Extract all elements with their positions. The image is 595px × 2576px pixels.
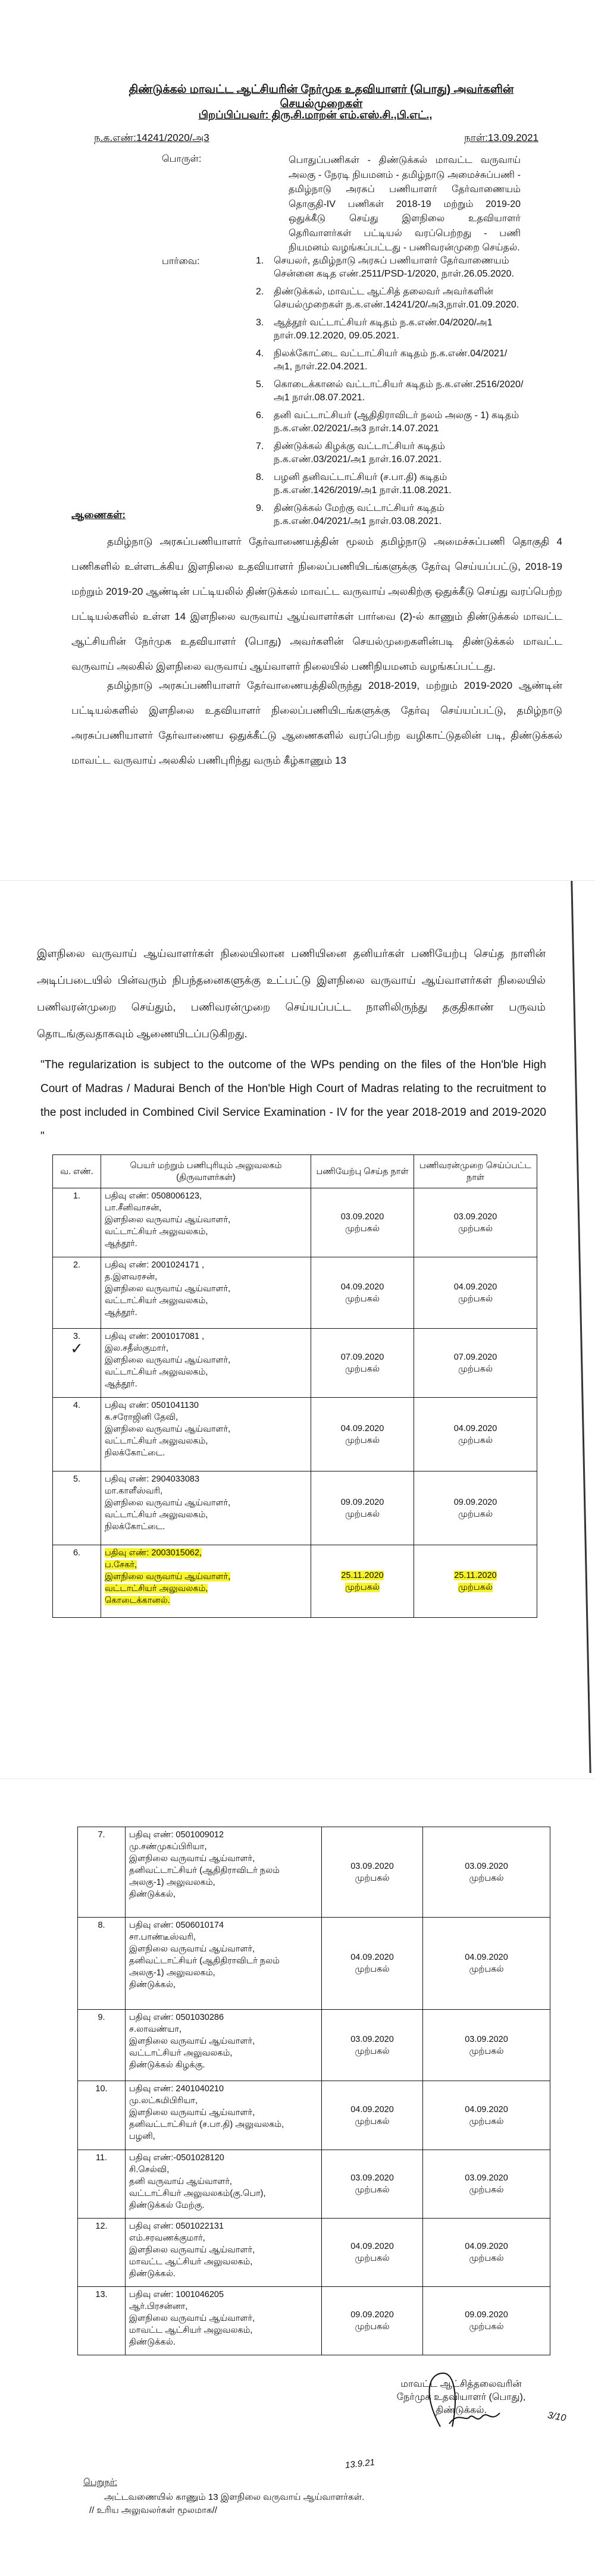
row-detail-line: பதிவு எண்: 2904033083 — [105, 1474, 200, 1484]
serial-cell — [53, 1398, 101, 1471]
reference-text: திண்டுக்கல் மேற்கு வட்டாட்சியர் கடிதம் ந.க.எண்.04/2021/அ1 நாள்.03.08.2021. — [274, 503, 444, 526]
serial-number: 2. — [73, 1260, 81, 1270]
recipients-heading: பெறுநர்: — [83, 2477, 118, 2487]
row-detail-line: நிலக்கோட்டை. — [105, 1448, 165, 1458]
row-detail-line: வட்டாட்சியர் அலுவலகம்(கு.பொ), — [129, 2189, 266, 2198]
joined-date: 04.09.2020 — [350, 2104, 394, 2114]
joined-date: 09.09.2020 — [350, 2310, 394, 2320]
row-detail-line: இளநிலை வருவாய் ஆய்வாளர், — [105, 1215, 231, 1225]
col-header-regularized-date: பணிவரன்முறை செய்ப்பட்ட நாள் — [414, 1155, 537, 1188]
regularized-cell — [423, 1827, 550, 1918]
regularized-date: 04.09.2020 — [453, 1282, 497, 1292]
signatory-line-2: நேர்முக உதவியாளர் (பொது), — [396, 2392, 526, 2402]
table-row — [78, 1827, 550, 1918]
serial-number: 8. — [98, 1921, 105, 1930]
regularized-cell — [423, 2010, 550, 2081]
table-row — [53, 1398, 537, 1471]
row-detail-line: வட்டாட்சியர் அலுவலகம், — [129, 2048, 233, 2058]
reference-text: தனி வட்டாட்சியர் (ஆதிதிராவிடர் நலம் அலகு - 1) கடிதம் ந.க.எண்.02/2021/அ3 நாள்.14.07.2021 — [274, 410, 519, 434]
reference-number-label: 7. — [256, 441, 264, 451]
joined-date: 07.09.2020 — [340, 1352, 384, 1362]
row-detail-line: இளநிலை வருவாய் ஆய்வாளர், — [129, 2314, 255, 2323]
session-label: முற்பகல் — [469, 2046, 504, 2056]
serial-cell — [78, 1827, 126, 1918]
name-office-cell — [101, 1329, 311, 1398]
references-label: பார்வை: — [162, 256, 200, 266]
row-detail-line: ச.லாவண்யா, — [129, 2025, 182, 2034]
regularized-cell — [423, 2219, 550, 2287]
handwritten-initials-date: 13.9.21 — [345, 2457, 375, 2471]
row-detail-line: ஆத்தூர். — [105, 1379, 137, 1389]
table-row — [78, 2010, 550, 2081]
joined-date: 25.11.2020 — [341, 1570, 384, 1580]
session-label: முற்பகல் — [345, 1223, 380, 1234]
serial-cell — [78, 2150, 126, 2219]
regularized-cell — [414, 1545, 537, 1618]
joined-date: 04.09.2020 — [340, 1282, 384, 1292]
name-office-cell — [101, 1545, 311, 1618]
session-label: முற்பகல் — [355, 2185, 390, 2195]
serial-number: 1. — [73, 1191, 81, 1201]
scan-edge — [571, 881, 591, 1773]
regularized-date: 03.09.2020 — [453, 1212, 497, 1222]
table-header-row — [53, 1155, 537, 1188]
joined-cell — [322, 2010, 423, 2081]
reference-item — [256, 347, 524, 374]
joined-cell — [311, 1257, 414, 1329]
orders-heading: ஆணைகள்: — [71, 509, 126, 520]
reference-number-label: 2. — [256, 287, 264, 297]
regularized-cell — [423, 2287, 550, 2355]
regularization-table-part-2 — [77, 1827, 550, 2355]
name-office-cell — [126, 2287, 322, 2355]
page-1 — [0, 0, 595, 880]
session-label: முற்பகல் — [469, 1965, 504, 1974]
row-detail-line: தனிவட்டாட்சியர் (ச.பா.தி) அலுவலகம், — [129, 2120, 284, 2129]
session-label: முற்பகல் — [355, 2254, 390, 2263]
row-detail-line: பதிவு எண்: 1001046205 — [129, 2290, 224, 2299]
regularized-cell — [423, 1918, 550, 2010]
reference-number: ந.க.எண்:14241/2020/அ3 — [94, 132, 209, 143]
orders-paragraph-2: தமிழ்நாடு அரசுப்பணியாளர் தேர்வாணையத்திலிருந்து 2018-2019, மற்றும் 2019-2020 ஆண்டின் பட்டியல்களில் இளநிலை உதவியாளர் நிலைப்பணியிடங்களுக்கு தேர்வு செய்யப்பட்டு, தமிழ்நாடு அரசுப்பணியாளர் தேர்வாணைய ஒதுக்கீட்டு ஆணைகளில் வரப்பெற்ற வழிகாட்டுதலின் படி, திண்டுக்கல் மாவட்ட வருவாய் அலகில் பணிபுரிந்து வரும் கீழ்காணும் 13 — [71, 680, 562, 766]
serial-number: 3. — [73, 1332, 81, 1341]
joined-date: 04.09.2020 — [350, 2242, 394, 2251]
joined-date: 09.09.2020 — [340, 1497, 384, 1507]
row-detail-line: ஆத்தூர். — [105, 1308, 137, 1317]
regularized-date: 03.09.2020 — [465, 2173, 508, 2183]
row-detail-line: மா.காளீஸ்வரி, — [105, 1486, 163, 1496]
row-detail-line: பா.சீனிவாசன், — [105, 1203, 162, 1213]
page-3 — [0, 1778, 595, 2576]
row-detail-line: பதிவு எண்: 2001017081 , — [105, 1332, 205, 1341]
name-office-cell — [101, 1398, 311, 1471]
row-detail-line: இளநிலை வருவாய் ஆய்வாளர், — [105, 1572, 231, 1582]
session-label: முற்பகல் — [458, 1294, 493, 1304]
reference-text: திண்டுக்கல் கிழக்கு வட்டாட்சியர் கடிதம் ந.க.எண்.03/2021/அ1 நாள்.16.07.2021. — [274, 441, 445, 465]
session-label: முற்பகல் — [355, 2116, 390, 2126]
row-detail-line: ஆர்.பிரசன்னா, — [129, 2302, 188, 2311]
regularized-date: 04.09.2020 — [465, 2242, 508, 2251]
row-detail-line: வட்டாட்சியர் அலுவலகம், — [105, 1436, 208, 1446]
name-office-cell — [126, 2150, 322, 2219]
row-detail-line: இளநிலை வருவாய் ஆய்வாளர், — [129, 2108, 255, 2117]
session-label: முற்பகல் — [345, 1509, 380, 1519]
session-label: முற்பகல் — [469, 2254, 504, 2263]
session-label: முற்பகல் — [458, 1223, 493, 1234]
signatory-block — [363, 2378, 559, 2417]
row-detail-line: பதிவு எண்:-0501028120 — [129, 2153, 224, 2163]
regularized-cell — [414, 1329, 537, 1398]
regularized-cell — [414, 1188, 537, 1257]
row-detail-line: வட்டாட்சியர் அலுவலகம், — [105, 1227, 208, 1237]
row-detail-line: திண்டுக்கல், — [129, 1980, 176, 1990]
row-detail-line: பழனி, — [129, 2132, 155, 2141]
regularized-cell — [423, 2150, 550, 2219]
row-detail-line: இளநிலை வருவாய் ஆய்வாளர், — [129, 1854, 255, 1863]
orders-paragraph-3: இளநிலை வருவாய் ஆய்வாளர்கள் நிலையிலான பணியினை தனியர்கள் பணியேற்பு செய்த நாளின் அடிப்படையில் பின்வரும் நிபந்தனைகளுக்கு உட்பட்டு இளநிலை வருவாய் ஆய்வாளர்கள் நிலையில் பணிவரன்முறை செய்தும், பணிவரன்முறை செய்யப்பட்ட நாளிலிருந்து தகுதிகாண் பருவம் தொடங்குவதாகவும் ஆணையிடப்படுகிறது. — [37, 947, 546, 1040]
row-detail-line: திண்டுக்கல், — [129, 1890, 176, 1899]
reference-number-label: 3. — [256, 318, 264, 328]
name-office-cell — [126, 2081, 322, 2150]
row-detail-line: கொடைக்கானல். — [105, 1596, 170, 1605]
joined-cell — [322, 2150, 423, 2219]
reference-text: நிலக்கோட்டை வட்டாட்சியர் கடிதம் ந.க.எண்.04/2021/அ1, நாள்.22.04.2021. — [274, 349, 508, 372]
reference-number-label: 4. — [256, 349, 264, 359]
table-row — [53, 1188, 537, 1257]
regularized-cell — [423, 2081, 550, 2150]
row-detail-line: மு.லட்சுமிபிரியா, — [129, 2096, 198, 2106]
orders-paragraph-1: தமிழ்நாடு அரசுப்பணியாளர் தேர்வாணையத்தின் மூலம் தமிழ்நாடு அமைச்சுப்பணி தொகுதி 4 பணிகளில் உள்ளடக்கிய இளநிலை உதவியாளர் நிலைப்பணியிடங்களுக்கு தேர்வு செய்யப்பட்டு, 2018-19 மற்றும் 2019-20 ஆண்டின் பட்டியலில் திண்டுக்கல் மாவட்ட வருவாய் அலகிற்கு ஒதுக்கீடு செய்து வரப்பெற்ற பட்டியல்களில் உள்ள 14 இளநிலை வருவாய் ஆய்வாளர்கள் பார்வை (2)-ல் காணும் திண்டுக்கல் மாவட்ட ஆட்சியரின் நேர்முக உதவியாளர் (பொது) அவர்களின் செயல்முறைகளின்படி திண்டுக்கல் மாவட்ட வருவாய் அலகில் இளநிலை வருவாய் ஆய்வாளர் நிலையில் பணிநியமனம் வழங்கப்பட்டது. — [71, 536, 562, 672]
serial-cell — [53, 1329, 101, 1398]
row-detail-line: திண்டுக்கல். — [129, 2269, 176, 2279]
reference-item — [256, 409, 524, 435]
serial-number: 7. — [98, 1830, 105, 1840]
serial-number: 11. — [95, 2153, 108, 2163]
session-label: முற்பகல் — [355, 1965, 390, 1974]
document-date: நாள்:13.09.2021 — [464, 132, 538, 143]
session-label: முற்பகல் — [458, 1435, 493, 1445]
col-header-serial: வ. எண். — [53, 1155, 101, 1188]
row-detail-line: சி.செல்வி, — [129, 2165, 170, 2175]
table-row — [53, 1545, 537, 1618]
recipients-line-2: // உரிய அலுவலர்கள் மூலமாக// — [89, 2505, 217, 2515]
reference-number-label: 1. — [256, 256, 264, 266]
signatory-line-3: திண்டுக்கல். — [436, 2405, 487, 2415]
row-detail-line: இளநிலை வருவாய் ஆய்வாளர், — [105, 1498, 231, 1508]
reference-text: கொடைக்கானல் வட்டாட்சியர் கடிதம் ந.க.எண்.2516/2020/அ1 நாள்.08.07.2021. — [274, 379, 524, 403]
regularized-date: 25.11.2020 — [454, 1570, 497, 1580]
reference-item — [256, 440, 524, 466]
reference-text: ஆத்தூர் வட்டாட்சியர் கடிதம் ந.க.எண்.04/2020/அ1 நாள்.09.12.2020, 09.05.2021. — [274, 318, 493, 341]
subject-label: பொருள்: — [162, 154, 202, 164]
regularized-date: 04.09.2020 — [465, 1953, 508, 1962]
row-detail-line: திண்டுக்கல் மேற்கு. — [129, 2201, 205, 2210]
session-label: முற்பகல் — [355, 2046, 390, 2056]
row-detail-line: மாவட்ட ஆட்சியர் அலுவலகம், — [129, 2326, 253, 2335]
regularized-date: 03.09.2020 — [465, 1861, 508, 1871]
regularized-cell — [414, 1257, 537, 1329]
joined-cell — [322, 2287, 423, 2355]
row-detail-line: ப.சேகர், — [105, 1560, 137, 1570]
session-label: முற்பகல் — [345, 1582, 380, 1592]
row-detail-line: திண்டுக்கல். — [129, 2337, 176, 2347]
row-detail-line: பதிவு எண்: 0508006123, — [105, 1191, 202, 1201]
row-detail-line: பதிவு எண்: 0501009012 — [129, 1830, 224, 1840]
name-office-cell — [126, 2010, 322, 2081]
reference-item — [256, 378, 524, 404]
joined-cell — [322, 1918, 423, 2010]
name-office-cell — [126, 1918, 322, 2010]
serial-number: 9. — [98, 2013, 105, 2022]
regularized-date: 09.09.2020 — [465, 2310, 508, 2320]
session-label: முற்பகல் — [469, 1873, 504, 1883]
regularized-cell — [414, 1471, 537, 1545]
row-detail-line: இளநிலை வருவாய் ஆய்வாளர், — [105, 1356, 231, 1365]
joined-cell — [322, 2081, 423, 2150]
joined-date: 03.09.2020 — [350, 1861, 394, 1871]
session-label: முற்பகல் — [469, 2185, 504, 2195]
table-row — [53, 1471, 537, 1545]
serial-cell — [53, 1188, 101, 1257]
reference-item — [256, 255, 524, 281]
checkmark-icon: ✓ — [70, 1339, 83, 1357]
session-label: முற்பகல் — [469, 2116, 504, 2126]
serial-cell — [53, 1471, 101, 1545]
reference-item — [256, 502, 524, 528]
table-row — [53, 1329, 537, 1398]
joined-cell — [322, 1827, 423, 1918]
row-detail-line: அலகு-1) அலுவலகம், — [129, 1878, 215, 1887]
joined-cell — [311, 1545, 414, 1618]
row-detail-line: தனி வருவாய் ஆய்வாளர், — [129, 2177, 232, 2186]
row-detail-line: இளநிலை வருவாய் ஆய்வாளர், — [129, 2037, 255, 2046]
row-detail-line: பதிவு எண்: 0501022131 — [129, 2222, 224, 2231]
issuer-line: பிறப்பிப்பவர்: திரு.சி.மாறன் எம்.எஸ்.சி.,பி.எட்., — [198, 109, 433, 121]
joined-cell — [311, 1398, 414, 1471]
row-detail-line: அலகு-1) அலுவலகம், — [129, 1968, 215, 1978]
serial-cell — [78, 2219, 126, 2287]
serial-number: 4. — [73, 1401, 81, 1410]
session-label: முற்பகல் — [345, 1294, 380, 1304]
table-row — [53, 1257, 537, 1329]
row-detail-line: த.இளவரசன், — [105, 1272, 158, 1282]
joined-cell — [311, 1329, 414, 1398]
row-detail-line: க.சரோஜினி தேவி, — [105, 1413, 178, 1422]
reference-text: பழனி தனிவட்டாட்சியர் (ச.பா.தி) கடிதம் ந.க.எண்.1426/2019/அ1 நாள்.11.08.2021. — [274, 472, 452, 495]
row-detail-line: சா.பாண்டீஸ்வரி, — [129, 1932, 196, 1942]
reference-number-label: 9. — [256, 503, 264, 513]
row-detail-line: இல.சதீஸ்குமார், — [105, 1344, 168, 1353]
joined-cell — [311, 1471, 414, 1545]
row-detail-line: பதிவு எண்: 0506010174 — [129, 1921, 224, 1930]
session-label: முற்பகல் — [458, 1582, 493, 1592]
col-header-name-office: பெயர் மற்றும் பணிபுரியும் அலுவலகம் (திருவாளர்கள்) — [101, 1155, 311, 1188]
session-label: முற்பகல் — [345, 1435, 380, 1445]
serial-cell — [78, 2010, 126, 2081]
regularized-date: 03.09.2020 — [465, 2034, 508, 2044]
reference-item — [256, 285, 524, 312]
joined-cell — [311, 1188, 414, 1257]
session-label: முற்பகல் — [458, 1364, 493, 1374]
session-label: முற்பகல் — [458, 1509, 493, 1519]
row-detail-line: திண்டுக்கல் கிழக்கு. — [129, 2060, 205, 2070]
serial-cell — [78, 2287, 126, 2355]
reference-item — [256, 316, 524, 343]
row-detail-line: நிலக்கோட்டை. — [105, 1522, 165, 1532]
regularization-condition: "The regularization is subject to the outcome of the WPs pending on the files of the Hon'ble High Court of Madras / Madurai Bench of the Hon'ble High Court of Madras relating to the recruitment to the post included in Combined Civil Service Examination - IV for the year 2018-2019 and 2019-2020 " — [40, 1059, 546, 1143]
row-detail-line: மு.சண்முகப்பிரியா, — [129, 1842, 207, 1852]
serial-cell — [78, 2081, 126, 2150]
row-detail-line: வட்டாட்சியர் அலுவலகம், — [105, 1584, 208, 1593]
table-row — [78, 1918, 550, 2010]
recipients-line-1: அட்டவணையில் காணும் 13 இளநிலை வருவாய் ஆய்வாளர்கள். — [104, 2492, 365, 2502]
row-detail-line: இளநிலை வருவாய் ஆய்வாளர், — [129, 2245, 255, 2255]
serial-cell — [53, 1257, 101, 1329]
joined-date: 03.09.2020 — [340, 1212, 384, 1222]
regularized-date: 07.09.2020 — [453, 1352, 497, 1362]
row-detail-line: பதிவு எண்: 2401040210 — [129, 2084, 224, 2094]
serial-number: 6. — [73, 1548, 81, 1558]
reference-number-label: 5. — [256, 379, 264, 390]
name-office-cell — [101, 1471, 311, 1545]
col-header-joined-date: பணியேற்பு செய்த நாள் — [311, 1155, 414, 1188]
session-label: முற்பகல் — [355, 2322, 390, 2332]
table-row — [78, 2287, 550, 2355]
regularized-date: 09.09.2020 — [453, 1497, 497, 1507]
session-label: முற்பகல் — [345, 1364, 380, 1374]
row-detail-line: வட்டாட்சியர் அலுவலகம், — [105, 1296, 208, 1306]
signatory-line-1: மாவட்ட ஆட்சித்தலைவரின் — [400, 2379, 522, 2389]
row-detail-line: வட்டாட்சியர் அலுவலகம், — [105, 1510, 208, 1520]
reference-item — [256, 471, 524, 497]
row-detail-line: வட்டாட்சியர் அலுவலகம், — [105, 1367, 208, 1377]
regularized-date: 04.09.2020 — [465, 2104, 508, 2114]
serial-cell — [53, 1545, 101, 1618]
row-detail-line: ஆத்தூர். — [105, 1239, 137, 1248]
row-detail-line: எம்.சரவணக்குமார், — [129, 2233, 205, 2243]
row-detail-line: இளநிலை வருவாய் ஆய்வாளர், — [129, 1944, 255, 1954]
document-title: திண்டுக்கல் மாவட்ட ஆட்சியரின் நேர்முக உதவியாளர் (பொது) அவர்களின் செயல்முறைகள் — [129, 83, 514, 110]
reference-number-label: 8. — [256, 472, 264, 482]
row-detail-line: மாவட்ட ஆட்சியர் அலுவலகம், — [129, 2257, 253, 2267]
session-label: முற்பகல் — [355, 1873, 390, 1883]
serial-number: 13. — [95, 2290, 108, 2299]
table-row — [78, 2081, 550, 2150]
references-list — [256, 255, 524, 533]
name-office-cell — [126, 2219, 322, 2287]
row-detail-line: இளநிலை வருவாய் ஆய்வாளர், — [105, 1284, 231, 1294]
reference-text: திண்டுக்கல், மாவட்ட ஆட்சித் தலைவர் அவர்களின் செயல்முறைகள் ந.க.எண்.14241/20/அ3,நாள்.01.09.2020. — [274, 287, 519, 310]
joined-date: 04.09.2020 — [350, 1953, 394, 1962]
reference-number-label: 6. — [256, 410, 264, 421]
regularization-table-part-1 — [52, 1154, 537, 1618]
page-2 — [0, 880, 595, 1779]
table-row — [78, 2219, 550, 2287]
session-label: முற்பகல் — [469, 2322, 504, 2332]
joined-date: 03.09.2020 — [350, 2034, 394, 2044]
regularized-date: 04.09.2020 — [453, 1423, 497, 1433]
joined-date: 04.09.2020 — [340, 1423, 384, 1433]
name-office-cell — [101, 1257, 311, 1329]
row-detail-line: பதிவு எண்: 2003015062, — [105, 1548, 202, 1558]
table-row — [78, 2150, 550, 2219]
name-office-cell — [126, 1827, 322, 1918]
serial-number: 12. — [95, 2222, 108, 2231]
serial-number: 10. — [95, 2084, 108, 2094]
row-detail-line: பதிவு எண்: 0501030286 — [129, 2013, 224, 2022]
handwritten-side-note: 3/10 — [546, 2410, 567, 2424]
serial-number: 5. — [73, 1474, 81, 1484]
row-detail-line: பதிவு எண்: 0501041130 — [105, 1401, 199, 1410]
subject-text: பொதுப்பணிகள் - திண்டுக்கல் மாவட்ட வருவாய் அலகு - நேரடி நியமனம் - தமிழ்நாடு அமைச்சுப்பணி - தமிழ்நாடு அரசுப் பணியாளர் தேர்வாணையம் தொகுதி-IV பணிகள் 2018-19 மற்றும் 2019-20 ஒதுக்கீடு செய்து இளநிலை உதவியாளர் தெரிவாளர்கள் பட்டியல் வரப்பெற்றது - பணி நியமனம் வழங்கப்பட்டது - பணிவரன்முறை செய்தல். — [289, 155, 521, 253]
row-detail-line: தனிவட்டாட்சியர் (ஆதிதிராவிடர் நலம் — [129, 1866, 280, 1875]
row-detail-line: தனிவட்டாட்சியர் (ஆதிதிராவிடர் நலம் — [129, 1956, 280, 1966]
regularized-cell — [414, 1398, 537, 1471]
row-detail-line: இளநிலை வருவாய் ஆய்வாளர், — [105, 1425, 231, 1434]
joined-date: 03.09.2020 — [350, 2173, 394, 2183]
row-detail-line: பதிவு எண்: 2001024171 , — [105, 1260, 205, 1270]
name-office-cell — [101, 1188, 311, 1257]
joined-cell — [322, 2219, 423, 2287]
serial-cell — [78, 1918, 126, 2010]
reference-text: செயலர், தமிழ்நாடு அரசுப் பணியாளர் தேர்வாணையம் சென்னை கடித எண்.2511/PSD-1/2020, நாள்.26.05.2020. — [274, 256, 514, 279]
